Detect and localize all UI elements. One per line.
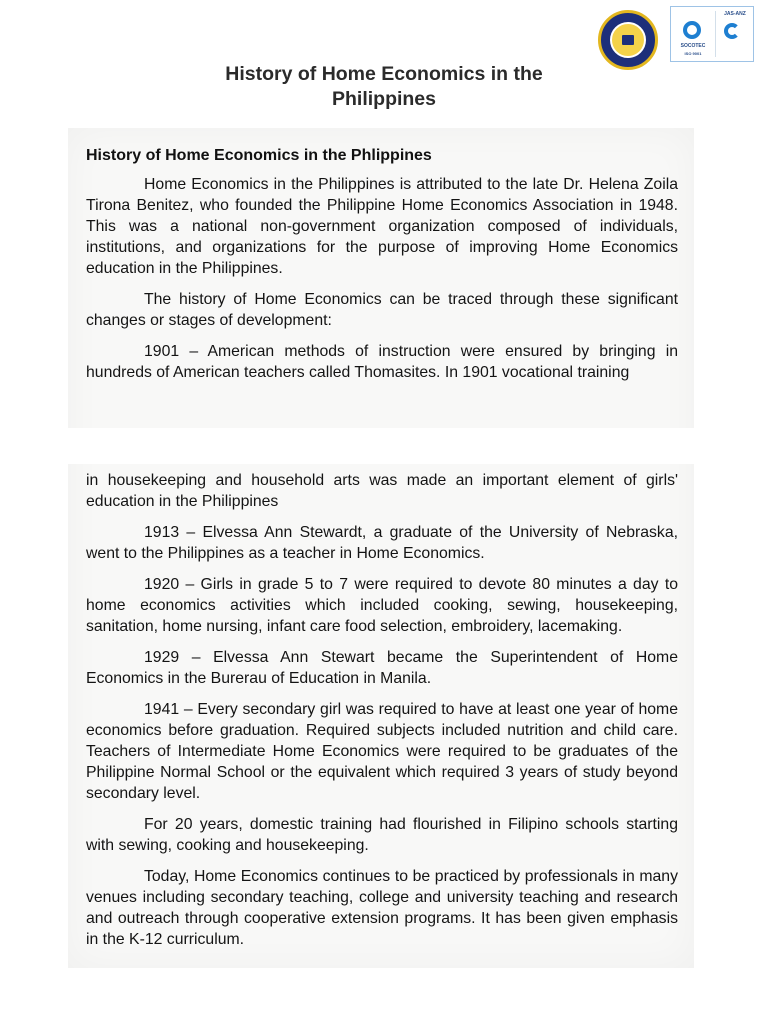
school-seal-logo [598, 10, 658, 70]
paragraph: 1913 – Elvessa Ann Stewardt, a graduate of the University of Nebraska, went to the Philippines as a teacher in Home Economics. [86, 524, 678, 562]
iso-label: ISO 9001 [684, 51, 702, 56]
paragraph: Home Economics in the Philippines is attributed to the late Dr. Helena Zoila Tirona Benitez, who founded the Philippine Home Economics Association in 1948. This was a national non-government organization composed of individuals, institutions, and organizations for the purpose of improving Home Economics education in the Philippines. [86, 176, 678, 277]
paragraph: The history of Home Economics can be traced through these significant changes or stages of development: [86, 291, 678, 329]
section-heading: History of Home Economics in the Phlippines [86, 147, 432, 164]
paragraph: For 20 years, domestic training had flourished in Filipino schools starting with sewing, cooking and housekeeping. [86, 816, 678, 854]
certification-badge [670, 6, 754, 62]
jas-anz-ring-icon [724, 23, 740, 39]
paragraph: Today, Home Economics continues to be practiced by professionals in many venues including secondary teaching, college and university teaching and research and outreach through cooperative extension programs. It has been given emphasis in the K-12 curriculum. [86, 868, 678, 948]
jas-anz-logo [715, 11, 754, 57]
page-title-line-1: History of Home Economics in the [225, 63, 543, 85]
socotec-logo [674, 11, 712, 57]
paragraph: 1920 – Girls in grade 5 to 7 were required to devote 80 minutes a day to home economics activities which included cooking, sewing, housekeeping, sanitation, home nursing, infant care food selection, embroidery, lacemaking. [86, 576, 678, 635]
paragraph: in housekeeping and household arts was made an important element of girls' education in the Philippines [86, 472, 678, 510]
jas-anz-label: JAS-ANZ [724, 11, 746, 17]
scan-section-1 [86, 145, 678, 393]
socotec-ring-icon [683, 21, 701, 39]
scan-page-break [68, 428, 694, 464]
page-title-line-2: Philippines [331, 88, 436, 110]
paragraph: 1941 – Every secondary girl was required to have at least one year of home economics before graduation. Required subjects included nutrition and child care. Teachers of Intermediate Home Economics were required to be graduates of the Philippine Normal School or the equivalent which required 3 years of study beyond secondary level. [86, 701, 678, 802]
socotec-brand: SOCOTEC [680, 43, 706, 49]
scan-section-2 [86, 470, 678, 960]
header-logos [598, 6, 754, 70]
book-icon [622, 35, 634, 45]
seal-emblem [610, 22, 646, 58]
paragraph: 1901 – American methods of instruction were ensured by bringing in hundreds of American teachers called Thomasites. In 1901 vocational training [86, 343, 678, 381]
paragraph: 1929 – Elvessa Ann Stewart became the Superintendent of Home Economics in the Burerau of Education in Manila. [86, 649, 678, 687]
page-title [0, 62, 768, 112]
